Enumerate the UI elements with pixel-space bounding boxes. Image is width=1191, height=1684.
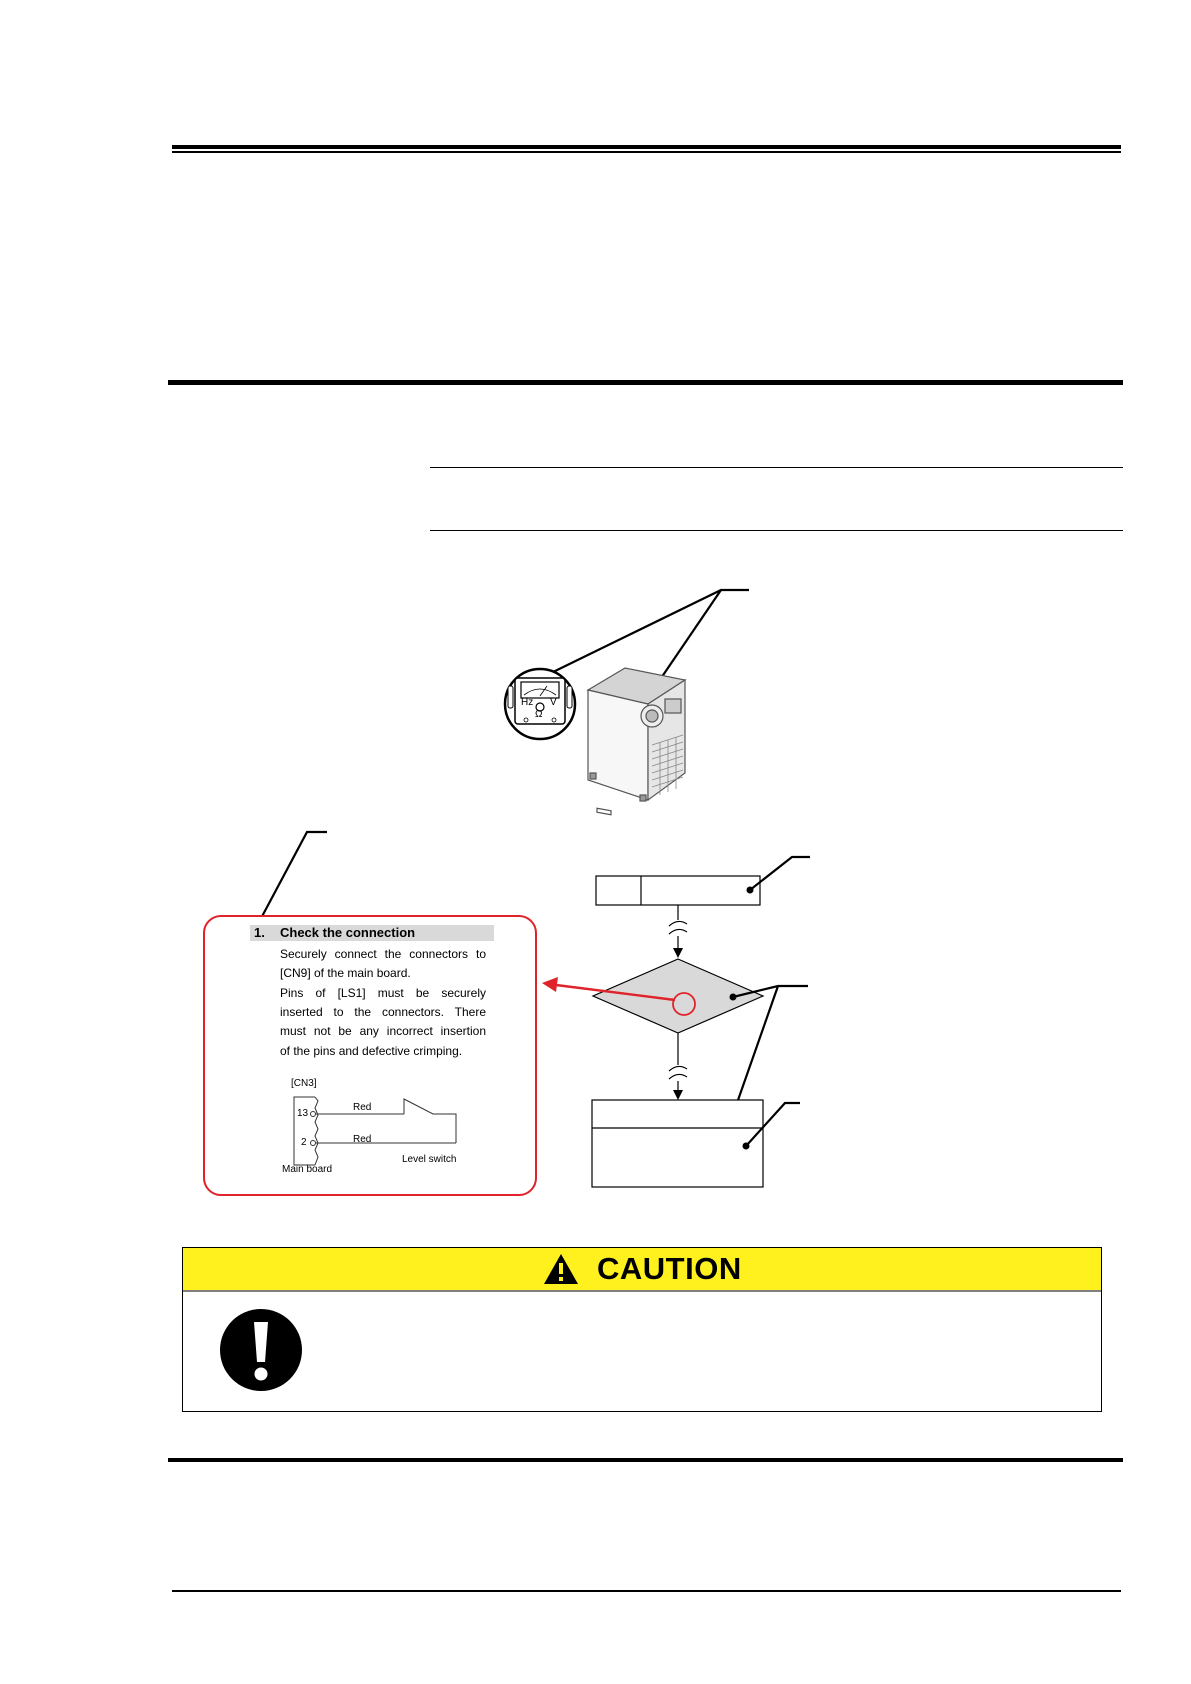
main-board-label: Main board — [282, 1164, 333, 1175]
level-switch-label: Level switch — [402, 1154, 457, 1165]
wire-top-label: Red — [353, 1102, 372, 1113]
multimeter-v-label: V — [550, 697, 557, 708]
pin-bottom-label: 2 — [301, 1137, 307, 1148]
step-text-line: must not be any incorrect insertion — [280, 1024, 486, 1038]
chiller-unit-illustration — [588, 668, 685, 815]
leader-to-chiller — [655, 590, 721, 687]
leader-to-callout — [258, 832, 327, 924]
step-text-line: inserted to the connectors. There — [280, 1005, 486, 1019]
warning-triangle-icon — [543, 1253, 579, 1285]
vent-slot — [597, 808, 611, 814]
flow-alarm-box — [596, 876, 760, 905]
red-pointer-arrowhead — [542, 977, 558, 992]
flow-connector-1 — [669, 905, 687, 950]
flow-connector-2 — [669, 1033, 687, 1092]
step-heading — [250, 925, 494, 941]
step-text-line: [CN9] of the main board. — [280, 966, 411, 980]
connector-label: [CN3] — [291, 1078, 317, 1089]
multimeter-ohm-label: Ω — [535, 709, 543, 720]
multimeter-hz-label: Hz — [521, 697, 534, 708]
leader-to-multimeter — [551, 590, 749, 673]
caution-box — [182, 1247, 1102, 1412]
multimeter-icon — [505, 669, 575, 739]
caution-title: CAUTION — [597, 1251, 742, 1286]
flow-result-box — [592, 1100, 763, 1187]
step-text-line: Securely connect the connectors to — [280, 947, 486, 961]
pin-top-label: 13 — [297, 1108, 309, 1119]
caution-header — [183, 1248, 1101, 1292]
step-title: Check the connection — [280, 925, 416, 940]
mandatory-action-icon — [219, 1308, 303, 1392]
step-text-line: of the pins and defective crimping. — [280, 1044, 463, 1058]
step-number: 1. — [254, 925, 265, 940]
wire-bottom-label: Red — [353, 1134, 372, 1145]
step-text-line: Pins of [LS1] must be securely — [280, 986, 486, 1000]
